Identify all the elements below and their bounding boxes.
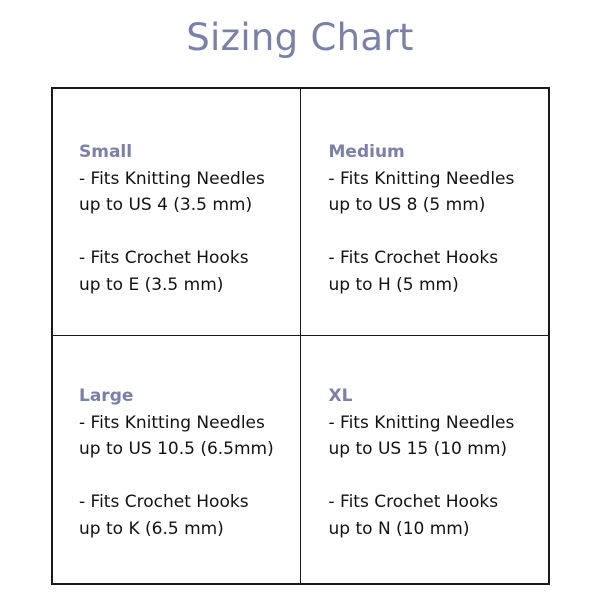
needles-line: - Fits Knitting Needles: [328, 168, 515, 189]
needles-size: up to US 8 (5 mm): [328, 195, 486, 215]
size-cell-small: [53, 89, 301, 336]
needles-size: up to US 10.5 (6.5mm): [79, 439, 274, 459]
needles-line: - Fits Knitting Needles: [328, 412, 515, 433]
size-name: Large: [79, 386, 134, 406]
spacer: [79, 219, 300, 246]
hooks-size: up to E (3.5 mm): [79, 274, 224, 295]
hooks-size: up to H (5 mm): [328, 274, 459, 295]
needles-line: - Fits Knitting Needles: [79, 412, 265, 433]
spacer: [329, 219, 549, 246]
hooks-line: - Fits Crochet Hooks: [79, 492, 249, 512]
size-name: Small: [79, 142, 133, 162]
hooks-size: up to N (10 mm): [328, 518, 470, 539]
size-cell-medium: [301, 89, 549, 336]
spacer: [79, 463, 300, 490]
page-title: Sizing Chart: [186, 16, 414, 59]
needles-size: up to US 4 (3.5 mm): [79, 195, 253, 215]
hooks-line: - Fits Crochet Hooks: [328, 248, 499, 268]
hooks-line: - Fits Crochet Hooks: [328, 492, 499, 512]
size-cell-large: [53, 336, 301, 583]
needles-line: - Fits Knitting Needles: [79, 168, 265, 189]
spacer: [329, 463, 549, 490]
hooks-size: up to K (6.5 mm): [79, 518, 224, 539]
size-cell-xl: [301, 336, 549, 583]
hooks-line: - Fits Crochet Hooks: [79, 248, 249, 268]
size-name: Medium: [328, 142, 405, 162]
size-name: XL: [328, 386, 353, 406]
needles-size: up to US 15 (10 mm): [328, 439, 508, 459]
sizing-table: [51, 87, 550, 585]
